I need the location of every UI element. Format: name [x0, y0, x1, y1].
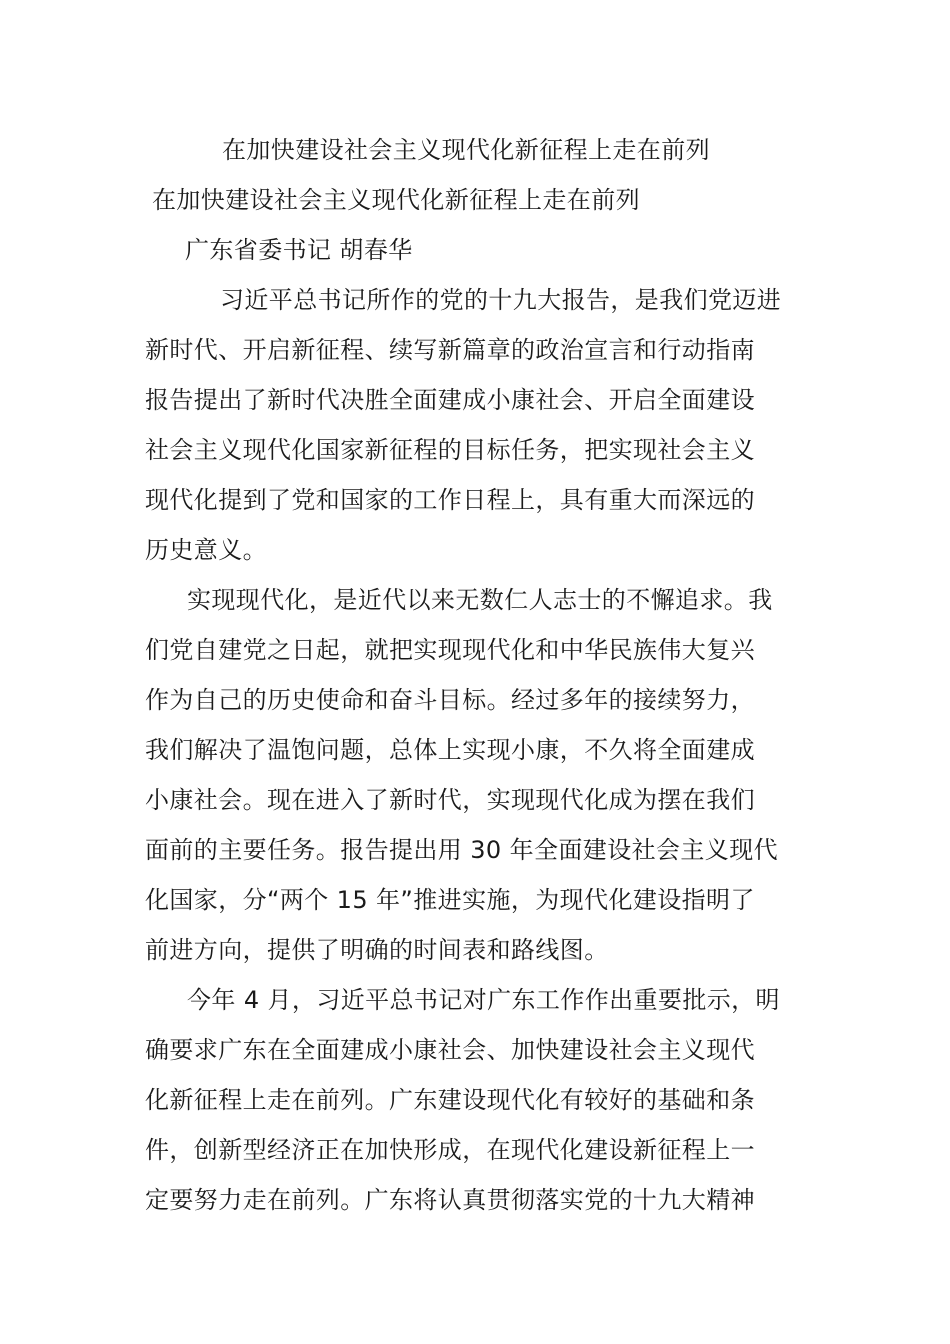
document-subtitle: 在加快建设社会主义现代化新征程上走在前列: [152, 186, 640, 214]
paragraph-line: 小康社会。现在进入了新时代，实现现代化成为摆在我们: [145, 786, 755, 814]
paragraph-line: 化国家，分“两个 15 年”推进实施，为现代化建设指明了: [145, 886, 755, 914]
paragraph-line: 前进方向，提供了明确的时间表和路线图。: [145, 936, 609, 964]
paragraph-line: 历史意义。: [145, 536, 267, 564]
paragraph-line: 面前的主要任务。报告提出用 30 年全面建设社会主义现代: [145, 836, 778, 864]
paragraph-line: 现代化提到了党和国家的工作日程上，具有重大而深远的: [145, 486, 755, 514]
paragraph-line: 今年 4 月，习近平总书记对广东工作作出重要批示，明: [187, 986, 780, 1014]
paragraph-line: 化新征程上走在前列。广东建设现代化有较好的基础和条: [145, 1086, 755, 1114]
paragraph-line: 定要努力走在前列。广东将认真贯彻落实党的十九大精神: [145, 1186, 755, 1214]
paragraph-line: 确要求广东在全面建成小康社会、加快建设社会主义现代: [145, 1036, 755, 1064]
paragraph-line: 实现现代化，是近代以来无数仁人志士的不懈追求。我: [187, 586, 773, 614]
paragraph-line: 习近平总书记所作的党的十九大报告，是我们党迈进: [220, 286, 782, 314]
paragraph-line: 新时代、开启新征程、续写新篇章的政治宣言和行动指南: [145, 336, 755, 364]
author-byline: 广东省委书记 胡春华: [185, 236, 413, 264]
paragraph-line: 报告提出了新时代决胜全面建成小康社会、开启全面建设: [145, 386, 755, 414]
paragraph-line: 我们解决了温饱问题，总体上实现小康，不久将全面建成: [145, 736, 755, 764]
paragraph-line: 作为自己的历史使命和奋斗目标。经过多年的接续努力，: [145, 686, 755, 714]
document-title: 在加快建设社会主义现代化新征程上走在前列: [222, 136, 710, 164]
paragraph-line: 件，创新型经济正在加快形成，在现代化建设新征程上一: [145, 1136, 755, 1164]
paragraph-line: 们党自建党之日起，就把实现现代化和中华民族伟大复兴: [145, 636, 755, 664]
paragraph-line: 社会主义现代化国家新征程的目标任务，把实现社会主义: [145, 436, 755, 464]
